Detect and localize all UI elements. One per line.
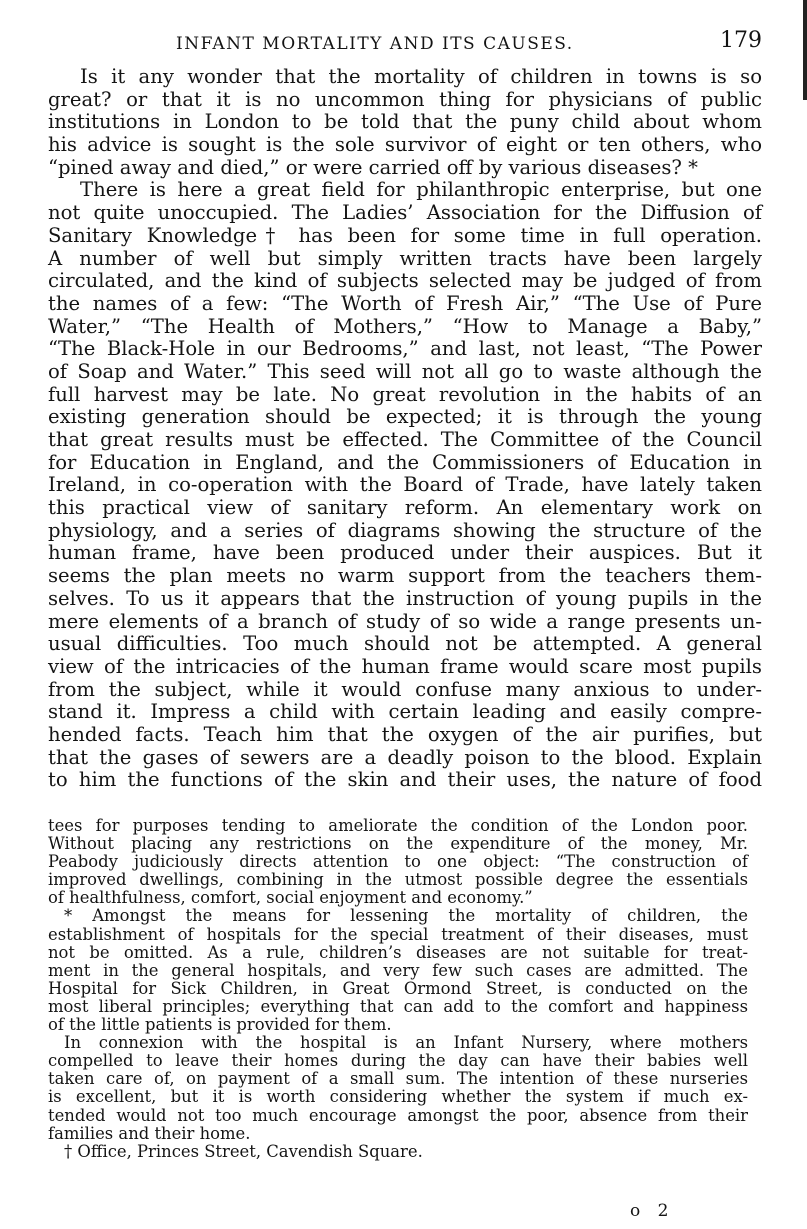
- text-line: human frame, have been produced under their auspices. But it: [48, 541, 762, 565]
- text-line: view of the intricacies of the human frame would scare most pupils: [48, 654, 762, 678]
- text-line: Sanitary Knowledge† has been for some time in full operation.: [48, 223, 762, 247]
- footnote-line: In connexion with the hospital is an Infant Nursery, where mothers: [64, 1033, 748, 1053]
- text-line: seems the plan meets no warm support from the teachers them-: [48, 564, 762, 588]
- page-edge-shadow: [803, 0, 807, 100]
- footnote-line: not be omitted. As a rule, children’s diseases are not suitable for treat-: [48, 942, 748, 962]
- text-line: Is it any wonder that the mortality of children in towns is so: [80, 65, 762, 88]
- page-header: [48, 28, 762, 58]
- text-line: existing generation should be expected; it is through the young: [48, 405, 762, 429]
- text-line: that the gases of sewers are a deadly poison to the blood. Explain: [48, 745, 762, 769]
- footnote-line: * Amongst the means for lessening the mortality of children, the: [64, 906, 748, 926]
- signature-mark: o 2: [630, 1201, 675, 1221]
- text-line: “pined away and died,” or were carried off by various diseases? *: [48, 155, 698, 179]
- text-line: physiology, and a series of diagrams showing the structure of the: [48, 518, 762, 542]
- text-line: full harvest may be late. No great revolution in the habits of an: [48, 382, 762, 406]
- text-line: not quite unoccupied. The Ladies’ Association for the Diffusion of: [48, 201, 762, 225]
- footnote-line: ment in the general hospitals, and very few such cases are admitted. The: [48, 960, 748, 980]
- text-line: A number of well but simply written tracts have been largely: [48, 246, 762, 270]
- text-line: the names of a few: “The Worth of Fresh Air,” “The Use of Pure: [48, 291, 762, 315]
- text-line: hended facts. Teach him that the oxygen of the air purifies, but: [48, 722, 762, 746]
- page-number: 179: [720, 28, 762, 53]
- text-line: from the subject, while it would confuse many anxious to under-: [48, 677, 762, 701]
- footnote-line: tended would not too much encourage amongst the poor, absence from their: [48, 1105, 748, 1125]
- footnote-line: Hospital for Sick Children, in Great Ormond Street, is conducted on the: [48, 978, 748, 998]
- text-line: mere elements of a branch of study of so wide a range presents un-: [48, 609, 762, 633]
- footnote-line: of the little patients is provided for them.: [48, 1015, 392, 1035]
- footnote-line: families and their home.: [48, 1123, 251, 1143]
- text-line: his advice is sought is the sole survivor of eight or ten others, who: [48, 133, 762, 157]
- text-line: Water,” “The Health of Mothers,” “How to Manage a Baby,”: [48, 314, 762, 338]
- text-line: this practical view of sanitary reform. An elementary work on: [48, 496, 762, 520]
- footnote-line: Peabody judiciously directs attention to one object: “The construction of: [48, 852, 748, 872]
- footnote-line: compelled to leave their homes during the day can have their babies well: [48, 1051, 748, 1071]
- footnote-line: most liberal principles; everything that can add to the comfort and happiness: [48, 996, 748, 1016]
- text-line: There is here a great field for philanthropic enterprise, but one: [80, 178, 762, 202]
- footnotes: [48, 817, 748, 1161]
- footnote-line: † Office, Princes Street, Cavendish Square.: [64, 1141, 423, 1161]
- text-line: selves. To us it appears that the instruction of young pupils in the: [48, 586, 762, 610]
- text-line: stand it. Impress a child with certain leading and easily compre-: [48, 700, 762, 724]
- text-line: institutions in London to be told that the puny child about whom: [48, 110, 762, 134]
- text-line: usual difficulties. Too much should not be attempted. A general: [48, 632, 762, 656]
- footnote-line: is excellent, but it is worth considering whether the system if much ex-: [48, 1087, 748, 1107]
- text-line: to him the functions of the skin and their uses, the nature of food: [48, 768, 762, 792]
- text-line: great? or that it is no uncommon thing for physicians of public: [48, 87, 762, 111]
- footnote-line: establishment of hospitals for the special treatment of their diseases, must: [48, 924, 748, 944]
- main-text: [48, 66, 762, 792]
- text-line: that great results must be effected. The Committee of the Council: [48, 428, 762, 451]
- running-head: INFANT MORTALITY AND ITS CAUSES.: [176, 34, 574, 54]
- text-line: for Education in England, and the Commissioners of Education in: [48, 450, 762, 474]
- text-line: Ireland, in co-operation with the Board of Trade, have lately taken: [48, 473, 762, 497]
- footnote-line: taken care of, on payment of a small sum. The intention of these nurseries: [48, 1069, 748, 1089]
- footnote-line: Without placing any restrictions on the expenditure of the money, Mr.: [48, 834, 748, 854]
- text-line: “The Black-Hole in our Bedrooms,” and last, not least, “The Power: [48, 337, 762, 361]
- footnote-line: improved dwellings, combining in the utmost possible degree the essentials: [48, 870, 748, 890]
- footnote-line: of healthfulness, comfort, social enjoyment and economy.”: [48, 888, 533, 908]
- footnote-line: tees for purposes tending to ameliorate the condition of the London poor.: [48, 816, 748, 835]
- text-line: circulated, and the kind of subjects selected may be judged of from: [48, 269, 762, 293]
- text-line: of Soap and Water.” This seed will not all go to waste although the: [48, 359, 762, 383]
